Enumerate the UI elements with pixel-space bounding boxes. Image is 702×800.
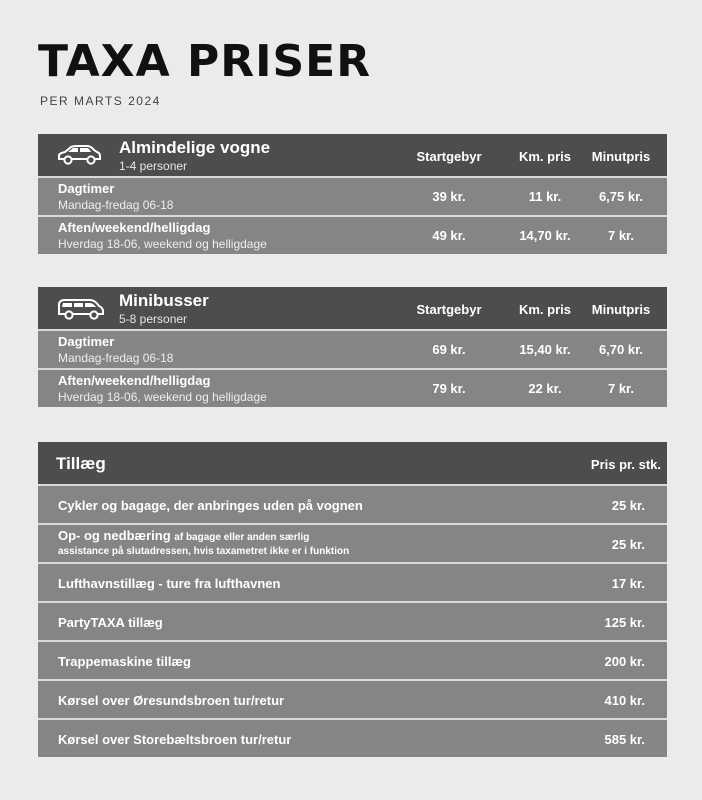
row-name: Aften/weekend/helligdag — [58, 220, 211, 235]
section-almindelige-vogne — [38, 134, 667, 254]
page-title: TAXA PRISER — [38, 36, 372, 87]
section-header — [38, 442, 667, 484]
column-header-minutpris: Minutpris — [591, 149, 651, 164]
section-header — [38, 287, 667, 329]
page-subtitle: PER MARTS 2024 — [40, 94, 161, 108]
price-startgebyr: 69 kr. — [432, 342, 466, 357]
column-header-km-pris: Km. pris — [518, 302, 571, 317]
row-description: Mandag-fredag 06-18 — [58, 351, 174, 365]
section-title: Almindelige vogne — [119, 138, 271, 157]
table-row — [38, 523, 667, 562]
price-minut: 6,75 kr. — [598, 189, 644, 204]
row-name: Kørsel over Øresundsbroen tur/retur — [58, 693, 285, 708]
price-km: 11 kr. — [528, 189, 562, 204]
row-price: 25 kr. — [611, 498, 645, 513]
row-note-continued: assistance på slutadressen, hvis taxametret ikke er i funktion — [58, 546, 350, 557]
row-name — [58, 528, 309, 543]
section-title: Tillæg — [56, 454, 106, 473]
row-price: 17 kr. — [611, 576, 645, 591]
row-description: Hverdag 18-06, weekend og helligdage — [58, 390, 267, 404]
section-subtitle: 5-8 personer — [119, 312, 188, 326]
column-header-startgebyr: Startgebyr — [416, 302, 482, 317]
section-minibusser — [38, 287, 667, 407]
price-startgebyr: 79 kr. — [432, 381, 466, 396]
price-minut: 7 kr. — [607, 381, 635, 396]
row-name: Trappemaskine tillæg — [58, 654, 191, 669]
table-row — [38, 176, 667, 215]
section-header — [38, 134, 667, 176]
row-note: af bagage eller anden særlig — [174, 532, 310, 543]
table-row — [38, 601, 667, 640]
row-description: Hverdag 18-06, weekend og helligdage — [58, 237, 267, 251]
car-icon — [56, 144, 102, 171]
row-name: Aften/weekend/helligdag — [58, 373, 211, 388]
section-title: Minibusser — [119, 291, 209, 310]
table-row — [38, 329, 667, 368]
row-price: 125 kr. — [604, 615, 645, 630]
table-row — [38, 679, 667, 718]
table-row — [38, 718, 667, 757]
minibus-icon — [56, 297, 106, 326]
table-row — [38, 640, 667, 679]
price-km: 14,70 kr. — [519, 228, 571, 243]
row-name: Dagtimer — [58, 334, 115, 349]
row-name: Kørsel over Storebæltsbroen tur/retur — [58, 732, 292, 747]
row-description: Mandag-fredag 06-18 — [58, 198, 174, 212]
table-row — [38, 562, 667, 601]
table-row — [38, 368, 667, 407]
row-name: Lufthavnstillæg - ture fra lufthavnen — [58, 576, 281, 591]
price-minut: 6,70 kr. — [598, 342, 644, 357]
price-km: 15,40 kr. — [519, 342, 571, 357]
table-row — [38, 484, 667, 523]
row-name-main: Op- og nedbæring — [58, 528, 171, 543]
price-minut: 7 kr. — [607, 228, 635, 243]
section-tillaeg — [38, 442, 667, 757]
row-price: 200 kr. — [604, 654, 645, 669]
row-price: 585 kr. — [604, 732, 645, 747]
column-header-minutpris: Minutpris — [591, 302, 651, 317]
row-name: Cykler og bagage, der anbringes uden på vognen — [58, 498, 363, 513]
row-price: 25 kr. — [611, 537, 645, 552]
price-km: 22 kr. — [528, 381, 562, 396]
section-subtitle: 1-4 personer — [119, 159, 188, 173]
column-header-km-pris: Km. pris — [518, 149, 571, 164]
table-row — [38, 215, 667, 254]
price-startgebyr: 39 kr. — [432, 189, 466, 204]
price-startgebyr: 49 kr. — [432, 228, 466, 243]
row-name: PartyTAXA tillæg — [58, 615, 163, 630]
row-price: 410 kr. — [604, 693, 645, 708]
column-header-price: Pris pr. stk. — [590, 457, 661, 472]
column-header-startgebyr: Startgebyr — [416, 149, 482, 164]
row-name: Dagtimer — [58, 181, 115, 196]
